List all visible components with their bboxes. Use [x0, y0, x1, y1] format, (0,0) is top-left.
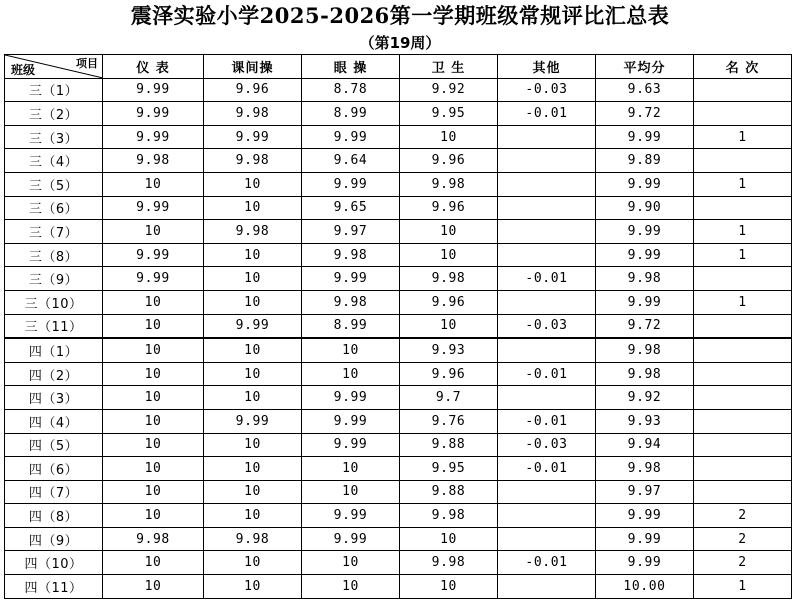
score-cell	[498, 386, 596, 410]
score-cell: 9.98	[103, 149, 204, 173]
table-row	[5, 314, 792, 338]
score-cell: 9.99	[596, 243, 694, 267]
week-subtitle: （第19周）	[359, 34, 441, 52]
score-cell: 9.99	[103, 243, 204, 267]
table-row	[5, 480, 792, 504]
class-name-cell: 三（8）	[5, 243, 103, 267]
table-row	[5, 504, 792, 528]
score-cell: 1	[694, 290, 792, 314]
score-cell: 9.76	[400, 409, 498, 433]
score-cell: 9.93	[596, 409, 694, 433]
table-row	[5, 409, 792, 433]
score-cell: 1	[694, 172, 792, 196]
score-cell	[498, 527, 596, 551]
table-row	[5, 527, 792, 551]
column-header: 平均分	[596, 55, 694, 79]
class-name-cell: 三（6）	[5, 196, 103, 220]
table-row	[5, 433, 792, 457]
class-name-cell: 四（8）	[5, 504, 103, 528]
score-cell: 10	[302, 338, 400, 362]
score-cell: 10.00	[596, 575, 694, 599]
score-cell: 10	[302, 551, 400, 575]
score-cell: 10	[204, 243, 302, 267]
score-cell: 9.88	[400, 433, 498, 457]
score-cell: 1	[694, 243, 792, 267]
corner-header	[5, 55, 103, 79]
score-cell	[498, 290, 596, 314]
score-cell: 9.99	[103, 196, 204, 220]
table-row	[5, 290, 792, 314]
score-cell: 9.95	[400, 102, 498, 126]
score-cell: 9.98	[596, 457, 694, 481]
score-cell: 9.98	[204, 527, 302, 551]
header-row	[5, 55, 792, 79]
score-cell: 9.89	[596, 149, 694, 173]
score-cell	[498, 575, 596, 599]
score-cell: 9.98	[596, 338, 694, 362]
score-cell	[498, 172, 596, 196]
score-cell	[498, 196, 596, 220]
table-row	[5, 243, 792, 267]
score-cell	[694, 102, 792, 126]
score-cell	[694, 78, 792, 102]
class-name-cell: 四（9）	[5, 527, 103, 551]
score-cell: 10	[204, 575, 302, 599]
score-cell: -0.01	[498, 409, 596, 433]
score-cell: -0.01	[498, 551, 596, 575]
table-row	[5, 338, 792, 362]
score-cell	[694, 149, 792, 173]
score-cell: 9.98	[204, 102, 302, 126]
score-cell: 9.94	[596, 433, 694, 457]
score-cell: 9.98	[400, 551, 498, 575]
score-cell: 9.90	[596, 196, 694, 220]
score-cell	[694, 480, 792, 504]
score-cell: 8.99	[302, 102, 400, 126]
score-cell: 8.99	[302, 314, 400, 338]
score-cell: 10	[103, 433, 204, 457]
table-row	[5, 362, 792, 386]
score-cell	[498, 125, 596, 149]
score-cell: 2	[694, 504, 792, 528]
table-row	[5, 267, 792, 291]
score-cell: 9.99	[302, 267, 400, 291]
score-cell: 10	[103, 220, 204, 244]
score-cell: 10	[204, 290, 302, 314]
class-name-cell: 四（3）	[5, 386, 103, 410]
score-cell: 1	[694, 125, 792, 149]
score-cell: 2	[694, 527, 792, 551]
score-cell: 10	[204, 504, 302, 528]
score-cell: 9.72	[596, 102, 694, 126]
score-cell	[694, 362, 792, 386]
score-cell: 10	[103, 314, 204, 338]
score-cell: 10	[103, 172, 204, 196]
score-cell: 10	[103, 362, 204, 386]
score-cell	[694, 267, 792, 291]
score-cell: 9.99	[302, 172, 400, 196]
score-cell: 9.99	[103, 78, 204, 102]
score-cell: 9.99	[302, 386, 400, 410]
score-cell: 10	[103, 551, 204, 575]
table-row	[5, 551, 792, 575]
score-cell: 10	[204, 480, 302, 504]
score-cell: 10	[103, 409, 204, 433]
table-row	[5, 102, 792, 126]
score-cell: 9.93	[400, 338, 498, 362]
score-cell: 9.98	[204, 220, 302, 244]
score-cell: 9.98	[400, 504, 498, 528]
score-cell: 10	[302, 362, 400, 386]
score-cell: 9.92	[596, 386, 694, 410]
score-cell: 9.98	[204, 149, 302, 173]
score-cell	[498, 480, 596, 504]
score-cell: 9.96	[400, 196, 498, 220]
score-cell: 10	[103, 457, 204, 481]
score-cell	[498, 243, 596, 267]
class-name-cell: 三（9）	[5, 267, 103, 291]
score-cell: 10	[103, 338, 204, 362]
class-name-cell: 四（10）	[5, 551, 103, 575]
page-title: 震泽实验小学2025-2026第一学期班级常规评比汇总表	[130, 3, 670, 28]
score-cell: 9.99	[596, 125, 694, 149]
score-cell: -0.01	[498, 362, 596, 386]
score-cell: 9.98	[103, 527, 204, 551]
score-cell: 9.99	[596, 527, 694, 551]
score-cell: 9.98	[596, 362, 694, 386]
corner-item-label: 项目	[76, 57, 98, 70]
class-name-cell: 三（3）	[5, 125, 103, 149]
score-cell: 9.99	[103, 267, 204, 291]
score-cell: 10	[103, 575, 204, 599]
column-header: 卫 生	[400, 55, 498, 79]
score-cell: 10	[400, 220, 498, 244]
table-row	[5, 78, 792, 102]
score-cell: -0.03	[498, 78, 596, 102]
score-cell: 10	[204, 551, 302, 575]
score-cell	[694, 433, 792, 457]
score-cell: 10	[400, 243, 498, 267]
score-cell: 9.99	[596, 172, 694, 196]
table-row	[5, 149, 792, 173]
score-cell: 10	[103, 480, 204, 504]
score-cell: 10	[204, 267, 302, 291]
score-cell: 9.88	[400, 480, 498, 504]
score-cell: 9.96	[400, 362, 498, 386]
score-cell: 10	[204, 338, 302, 362]
score-cell: -0.01	[498, 267, 596, 291]
score-cell: 1	[694, 575, 792, 599]
score-cell: 9.92	[400, 78, 498, 102]
column-header: 课间操	[204, 55, 302, 79]
score-cell: 10	[103, 290, 204, 314]
score-cell: 10	[204, 362, 302, 386]
score-cell	[694, 409, 792, 433]
score-cell	[498, 220, 596, 244]
score-cell	[694, 457, 792, 481]
score-cell: 1	[694, 220, 792, 244]
score-cell	[694, 196, 792, 220]
score-cell: 9.96	[400, 149, 498, 173]
score-cell: 9.99	[103, 102, 204, 126]
summary-table	[4, 54, 792, 599]
table-row	[5, 196, 792, 220]
column-header: 眼 操	[302, 55, 400, 79]
class-name-cell: 四（2）	[5, 362, 103, 386]
score-cell: 10	[302, 480, 400, 504]
score-cell: 9.63	[596, 78, 694, 102]
score-cell	[498, 504, 596, 528]
class-name-cell: 三（7）	[5, 220, 103, 244]
score-cell: 9.99	[302, 504, 400, 528]
class-name-cell: 四（1）	[5, 338, 103, 362]
score-cell: 9.64	[302, 149, 400, 173]
table-row	[5, 220, 792, 244]
score-cell: 9.98	[302, 243, 400, 267]
score-cell: 9.99	[204, 314, 302, 338]
score-cell: 9.65	[302, 196, 400, 220]
column-header: 其他	[498, 55, 596, 79]
score-cell: 9.72	[596, 314, 694, 338]
score-cell: 9.99	[302, 527, 400, 551]
class-name-cell: 四（5）	[5, 433, 103, 457]
class-name-cell: 三（5）	[5, 172, 103, 196]
score-cell	[694, 314, 792, 338]
score-cell: 9.97	[596, 480, 694, 504]
score-cell: 10	[103, 386, 204, 410]
column-header: 仪 表	[103, 55, 204, 79]
class-name-cell: 三（4）	[5, 149, 103, 173]
score-cell: 9.7	[400, 386, 498, 410]
score-cell: 9.99	[204, 125, 302, 149]
class-name-cell: 三（1）	[5, 78, 103, 102]
table-row	[5, 457, 792, 481]
score-cell: 10	[400, 125, 498, 149]
score-cell: -0.03	[498, 314, 596, 338]
score-cell: 10	[400, 527, 498, 551]
score-cell: 10	[103, 504, 204, 528]
score-cell: 9.96	[204, 78, 302, 102]
score-cell: -0.01	[498, 457, 596, 481]
score-cell	[498, 338, 596, 362]
score-cell: 8.78	[302, 78, 400, 102]
score-cell: 10	[204, 457, 302, 481]
score-cell: 10	[204, 386, 302, 410]
class-name-cell: 四（4）	[5, 409, 103, 433]
class-name-cell: 三（11）	[5, 314, 103, 338]
class-name-cell: 三（2）	[5, 102, 103, 126]
corner-class-label: 班级	[11, 62, 36, 77]
score-cell: 9.99	[596, 551, 694, 575]
score-cell: 9.99	[302, 409, 400, 433]
score-cell: -0.03	[498, 433, 596, 457]
class-name-cell: 四（6）	[5, 457, 103, 481]
score-cell: 10	[204, 172, 302, 196]
score-cell: 9.99	[596, 220, 694, 244]
score-cell: 10	[400, 314, 498, 338]
score-cell: 10	[302, 575, 400, 599]
score-cell: 9.99	[596, 290, 694, 314]
score-cell: -0.01	[498, 102, 596, 126]
score-cell: 9.99	[204, 409, 302, 433]
score-cell: 10	[400, 575, 498, 599]
score-cell: 9.96	[400, 290, 498, 314]
table-row	[5, 125, 792, 149]
table-row	[5, 172, 792, 196]
class-name-cell: 四（11）	[5, 575, 103, 599]
score-cell: 10	[204, 433, 302, 457]
score-cell: 9.99	[103, 125, 204, 149]
table-row	[5, 575, 792, 599]
score-cell	[694, 338, 792, 362]
score-cell	[694, 386, 792, 410]
score-cell: 9.98	[400, 267, 498, 291]
score-cell	[498, 149, 596, 173]
class-name-cell: 四（7）	[5, 480, 103, 504]
score-cell: 9.98	[400, 172, 498, 196]
score-cell: 9.95	[400, 457, 498, 481]
class-name-cell: 三（10）	[5, 290, 103, 314]
score-cell: 10	[204, 196, 302, 220]
score-cell: 10	[302, 457, 400, 481]
table-row	[5, 386, 792, 410]
score-cell: 2	[694, 551, 792, 575]
score-cell: 9.98	[302, 290, 400, 314]
score-cell: 9.99	[302, 433, 400, 457]
column-header: 名 次	[694, 55, 792, 79]
score-cell: 9.97	[302, 220, 400, 244]
score-cell: 9.99	[302, 125, 400, 149]
score-cell: 9.99	[596, 504, 694, 528]
score-cell: 9.98	[596, 267, 694, 291]
